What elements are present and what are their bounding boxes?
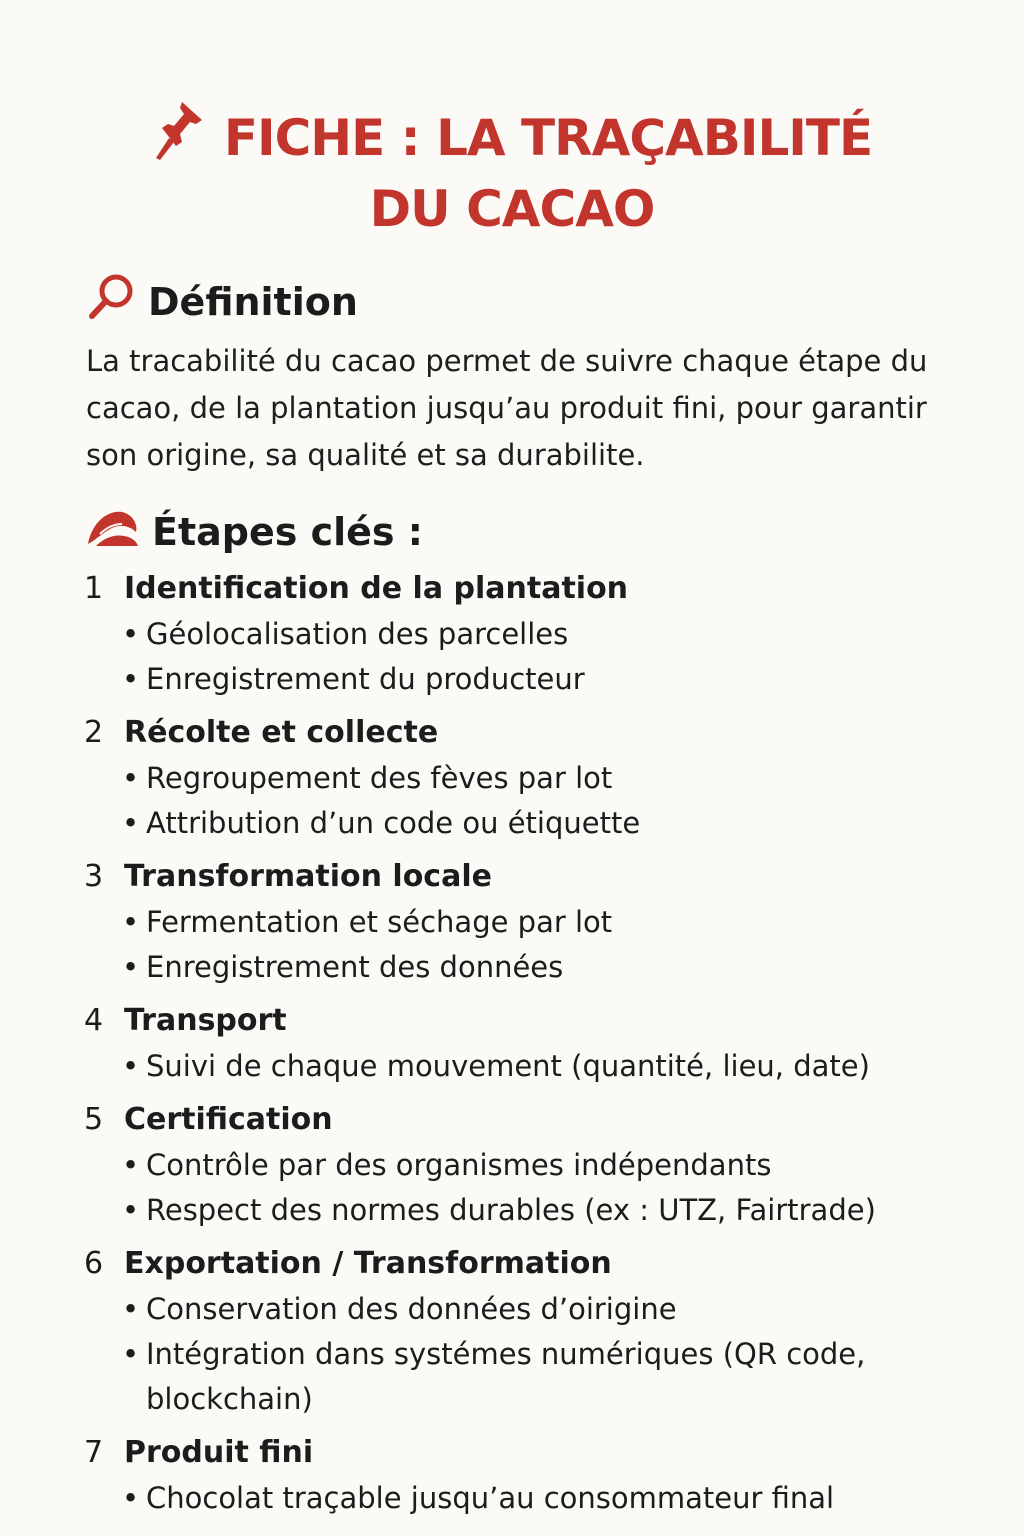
steps-list (84, 566, 964, 1529)
step-bullets (84, 756, 964, 846)
bullet-item (122, 1476, 964, 1521)
title-line-2: DU CACAO (369, 180, 655, 238)
step-title: Produit fini (124, 1435, 314, 1470)
definition-heading-label: Définition (148, 279, 358, 324)
cocoa-pod-icon (86, 504, 140, 559)
step-title: Transport (124, 1003, 287, 1038)
bullet-item (122, 1332, 964, 1422)
step-heading (84, 566, 964, 612)
definition-heading (86, 272, 358, 331)
bullet-dot: • (122, 761, 140, 795)
step-title: Identification de la plantation (124, 571, 629, 606)
bullet-text: Suivi de chaque mouvement (quantité, lieu, date) (146, 1049, 870, 1083)
title-line-1-row (0, 98, 1024, 177)
step-item (84, 1241, 964, 1422)
bullet-text: Regroupement des fèves par lot (146, 761, 613, 795)
step-bullets (84, 1287, 964, 1422)
bullet-item (122, 1188, 964, 1233)
bullet-item (122, 1044, 964, 1089)
step-number: 4 (84, 1003, 104, 1038)
bullet-text: Fermentation et séchage par lot (146, 905, 613, 939)
step-bullets (84, 612, 964, 702)
steps-heading (86, 504, 423, 559)
bullet-dot: • (122, 806, 140, 840)
magnifier-icon (86, 272, 136, 331)
bullet-dot: • (122, 1337, 140, 1371)
bullet-text: Intégration dans systémes numériques (QR code, blockchain) (146, 1337, 866, 1416)
title-line-1: FICHE : LA TRAÇABILITÉ (223, 108, 873, 167)
step-item (84, 710, 964, 846)
step-heading (84, 998, 964, 1044)
bullet-dot: • (122, 905, 140, 939)
step-number: 2 (84, 715, 104, 750)
definition-text: La tracabilité du cacao permet de suivre chaque étape du cacao, de la plantation jusqu’au produit fini, pour garantir son origine, sa qualité et sa durabilite. (86, 344, 928, 472)
step-number: 6 (84, 1246, 104, 1281)
bullet-dot: • (122, 1148, 140, 1182)
bullet-text: Conservation des données d’oirigine (146, 1292, 677, 1326)
step-heading (84, 1241, 964, 1287)
step-heading (84, 1430, 964, 1476)
step-number: 5 (84, 1102, 104, 1137)
bullet-dot: • (122, 1481, 140, 1515)
step-heading (84, 854, 964, 900)
bullet-item (122, 657, 964, 702)
bullet-text: Respect des normes durables (ex : UTZ, Fairtrade) (146, 1193, 876, 1227)
step-item (84, 998, 964, 1089)
pushpin-icon (152, 98, 210, 177)
bullet-item (122, 801, 964, 846)
bullet-item (122, 900, 964, 945)
bullet-dot: • (122, 1292, 140, 1326)
step-item (84, 1430, 964, 1521)
page-title (0, 98, 1024, 241)
step-heading (84, 710, 964, 756)
step-heading (84, 1097, 964, 1143)
step-number: 7 (84, 1435, 104, 1470)
step-title: Exportation / Transformation (124, 1246, 612, 1281)
bullet-text: Enregistrement des données (146, 950, 564, 984)
bullet-dot: • (122, 950, 140, 984)
bullet-dot: • (122, 1193, 140, 1227)
bullet-item (122, 612, 964, 657)
bullet-text: Contrôle par des organismes indépendants (146, 1148, 772, 1182)
bullet-text: Enregistrement du producteur (146, 662, 585, 696)
steps-heading-label: Étapes clés : (152, 509, 423, 554)
step-title: Transformation locale (124, 859, 492, 894)
bullet-item (122, 1143, 964, 1188)
bullet-text: Chocolat traçable jusqu’au consommateur final (146, 1481, 835, 1515)
step-number: 1 (84, 571, 104, 606)
step-title: Récolte et collecte (124, 715, 439, 750)
step-bullets (84, 1143, 964, 1233)
bullet-text: Géolocalisation des parcelles (146, 617, 569, 651)
bullet-dot: • (122, 662, 140, 696)
bullet-item (122, 945, 964, 990)
step-bullets (84, 1476, 964, 1521)
bullet-item (122, 1287, 964, 1332)
step-bullets (84, 900, 964, 990)
step-item (84, 566, 964, 702)
bullet-dot: • (122, 617, 140, 651)
bullet-item (122, 756, 964, 801)
step-number: 3 (84, 859, 104, 894)
bullet-dot: • (122, 1049, 140, 1083)
step-item (84, 854, 964, 990)
bullet-text: Attribution d’un code ou étiquette (146, 806, 641, 840)
step-bullets (84, 1044, 964, 1089)
step-item (84, 1097, 964, 1233)
step-title: Certification (124, 1102, 333, 1137)
